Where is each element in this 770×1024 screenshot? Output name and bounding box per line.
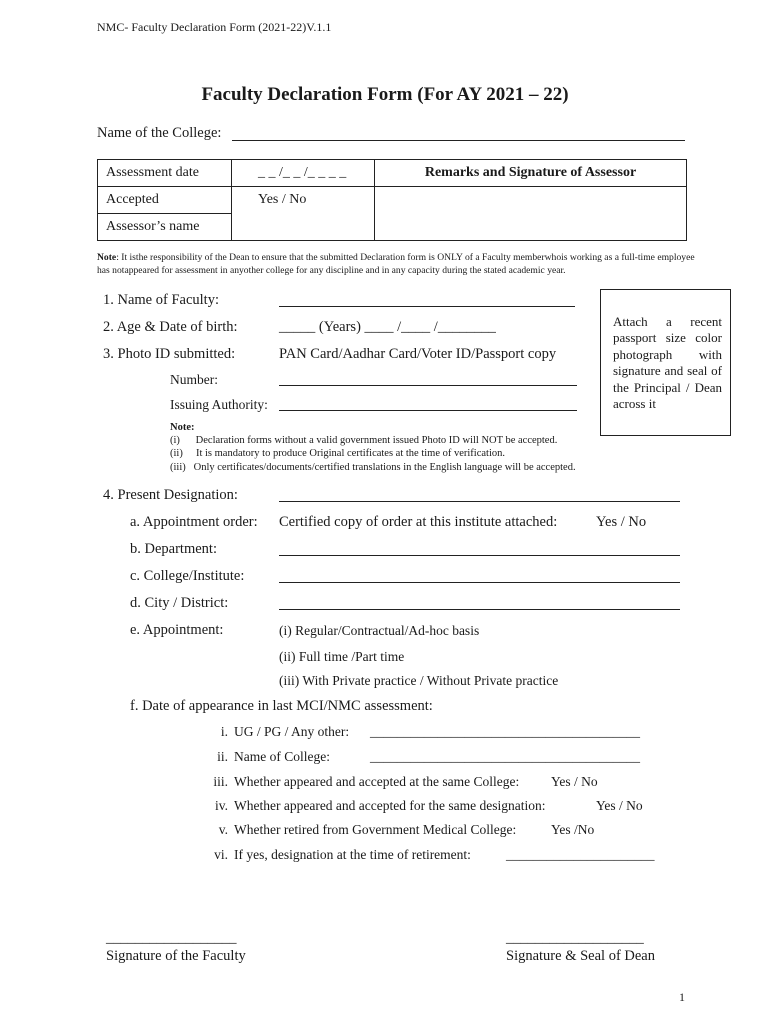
issuing-authority-label: Issuing Authority:: [170, 397, 268, 412]
number-label: Number:: [170, 372, 218, 387]
sub-item-number: iii.: [213, 774, 228, 789]
appointment-order-yes-no[interactable]: Yes / No: [596, 514, 647, 530]
retirement-designation-field[interactable]: ______________________: [506, 847, 655, 862]
remarks-signature-cell[interactable]: [375, 187, 687, 241]
sub-item-label: Whether retired from Government Medical College:: [234, 822, 517, 837]
name-of-college-field[interactable]: ________________________________________: [370, 749, 640, 764]
city-district-field[interactable]: [279, 609, 680, 610]
photo-id-notes: [170, 421, 576, 474]
dean-signature-label: Signature & Seal of Dean: [506, 948, 655, 964]
sub-item-number: vi.: [214, 847, 228, 862]
issuing-authority-field[interactable]: [279, 410, 577, 411]
same-college-yes-no[interactable]: Yes / No: [551, 774, 598, 789]
same-designation-yes-no[interactable]: Yes / No: [596, 798, 643, 813]
assessment-date-field[interactable]: _ _ /_ _ /_ _ _ _: [232, 160, 375, 187]
faculty-signature-label: Signature of the Faculty: [106, 948, 246, 964]
note-prefix: Note: [97, 252, 117, 263]
sub-item-number: ii.: [217, 749, 228, 764]
department-label: b. Department:: [130, 541, 217, 557]
number-field[interactable]: [279, 385, 577, 386]
appointment-order-text: Certified copy of order at this institute attached:: [279, 514, 558, 530]
dean-responsibility-note: [97, 252, 697, 277]
name-of-faculty-label: 1. Name of Faculty:: [103, 292, 219, 308]
notes-heading: Note:: [170, 422, 195, 433]
appointment-order-label: a. Appointment order:: [130, 514, 258, 530]
name-of-faculty-field[interactable]: [279, 306, 575, 307]
present-designation-label: 4. Present Designation:: [103, 487, 238, 503]
sub-item-number: v.: [218, 822, 228, 837]
retired-yes-no[interactable]: Yes /No: [551, 822, 595, 837]
college-name-field[interactable]: [232, 140, 685, 141]
sub-item-label: Whether appeared and accepted for the same designation:: [234, 798, 546, 813]
city-district-label: d. City / District:: [130, 595, 229, 611]
ug-pg-field[interactable]: ________________________________________: [370, 724, 640, 739]
department-field[interactable]: [279, 555, 680, 556]
faculty-signature-line[interactable]: __________________: [106, 930, 237, 946]
accepted-label: Accepted: [98, 187, 232, 214]
note-item: (i) Declaration forms without a valid government issued Photo ID will NOT be accepted.: [170, 435, 558, 447]
dean-signature-line[interactable]: ___________________: [506, 930, 644, 946]
age-dob-label: 2. Age & Date of birth:: [103, 319, 238, 335]
sub-item-label: If yes, designation at the time of retirement:: [234, 847, 471, 862]
appointment-option-1[interactable]: (i) Regular/Contractual/Ad-hoc basis: [279, 623, 480, 638]
page-number: 1: [679, 990, 685, 1004]
appointment-label: e. Appointment:: [130, 622, 224, 638]
assessor-name-field[interactable]: [232, 214, 375, 241]
sub-item-label: Whether appeared and accepted at the same College:: [234, 774, 520, 789]
note-item: (iii) Only certificates/documents/certified translations in the English language will be accepted.: [170, 461, 576, 473]
note-text: : It isthe responsibility of the Dean to ensure that the submitted Declaration form is ONLY of a Faculty memberwhois working as a full-time employee has notappeared for assessment in anyother college for any discipline and in any capacity during the stated academic year.: [97, 252, 695, 276]
present-designation-field[interactable]: [279, 501, 680, 502]
sub-item-label: UG / PG / Any other:: [234, 724, 350, 739]
college-institute-field[interactable]: [279, 582, 680, 583]
assessment-table: [97, 159, 687, 241]
remarks-header: Remarks and Signature of Assessor: [375, 160, 687, 187]
assessor-name-label: Assessor’s name: [98, 214, 232, 241]
college-institute-label: c. College/Institute:: [130, 568, 245, 584]
note-item: (ii) It is mandatory to produce Original certificates at the time of verification.: [170, 448, 506, 460]
photo-id-label: 3. Photo ID submitted:: [103, 346, 236, 362]
photo-attachment-box[interactable]: Attach a recent passport size color photograph with signature and seal of the Principal / Dean across it: [600, 289, 731, 436]
accepted-field[interactable]: Yes / No: [232, 187, 375, 214]
appointment-option-2[interactable]: (ii) Full time /Part time: [279, 649, 405, 664]
college-name-label: Name of the College:: [97, 125, 222, 141]
document-header: NMC- Faculty Declaration Form (2021-22)V.1.1: [97, 20, 332, 34]
appointment-option-3[interactable]: (iii) With Private practice / Without Private practice: [279, 673, 559, 688]
sub-item-label: Name of College:: [234, 749, 330, 764]
last-assessment-label: f. Date of appearance in last MCI/NMC assessment:: [130, 698, 433, 714]
form-title: Faculty Declaration Form (For AY 2021 – 22): [201, 84, 569, 105]
sub-item-number: iv.: [215, 798, 228, 813]
photo-id-options[interactable]: PAN Card/Aadhar Card/Voter ID/Passport copy: [279, 346, 557, 362]
age-dob-field[interactable]: _____ (Years) ____ /____ /________: [279, 319, 496, 335]
sub-item-number: i.: [220, 724, 228, 739]
assessment-date-label: Assessment date: [98, 160, 232, 187]
